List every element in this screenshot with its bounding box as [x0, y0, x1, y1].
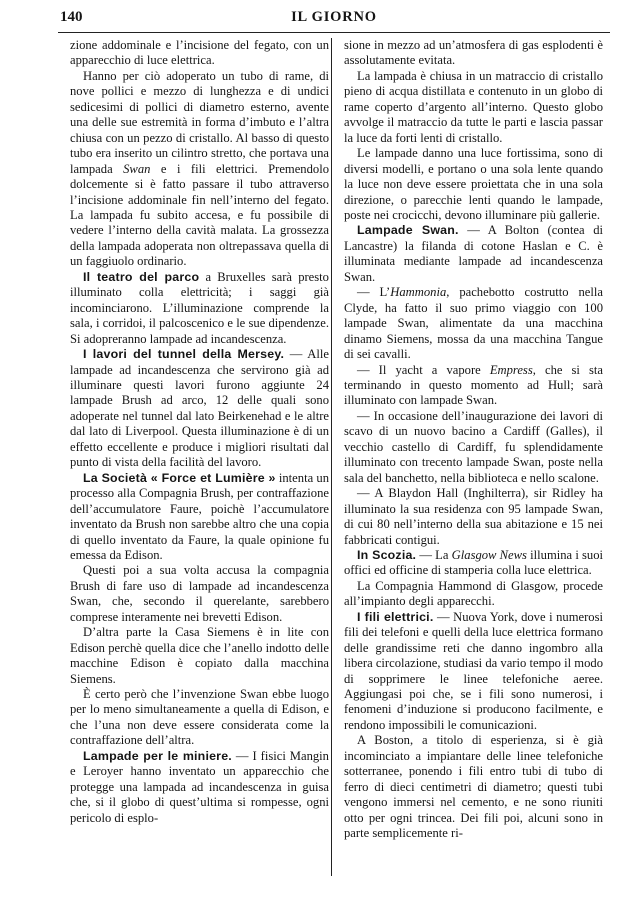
- paragraph: [344, 610, 603, 734]
- paragraph: [344, 486, 603, 548]
- paragraph-text: La Compagnia Hammond di Glasgow, procede all’impianto degli apparecchi.: [344, 578, 603, 609]
- right-column: [344, 38, 603, 842]
- paragraph-text: zione addominale e l’incisione del fegato, con un apparecchio di luce elettrica.: [70, 38, 329, 68]
- paragraph: [70, 625, 329, 687]
- paragraph-text: — In occasione dell’inaugurazione dei lavori di scavo di un nuovo bacino a Cardiff (Galles), il vecchio castello di Cardiff, fu splendidamente illuminato con trecento lampade Swan, poste nella sala del banchetto, nella biblioteca e nello scalone.: [344, 408, 603, 485]
- section-heading: La Società « Force et Lumière »: [83, 470, 276, 485]
- paragraph-text: e i fili elettrici. Premendolo dolcemente si è fatto passare il tubo attraverso l’incisione addominale fin nell’interno del fegato. La lampada fu subito accesa, e fu possibile di vedere l’interno della cavità malata. La grossezza della lampada adoperata non oltrepassava quella di un faggiuolo ordinario.: [70, 161, 329, 269]
- paragraph: [70, 69, 329, 270]
- paragraph-text: — L’: [357, 285, 391, 300]
- italic-name: Empress: [489, 362, 533, 377]
- paragraph-text: — Nuova York, dove i numerosi fili dei telefoni e quelli della luce elettrica formano delle grandissime reti che danno ingombro alla libera circolazione, studiasi da vario tempo il modo di sopprimere le linee telefoniche aeree. Aggiungasi poi che, se i fili sono numerosi, i fenomeni d’induzione si producono facilmente, e rendono impossibili le comunicazioni.: [344, 609, 603, 732]
- running-header: [60, 5, 608, 29]
- journal-title: IL GIORNO: [291, 9, 377, 25]
- paragraph: [344, 146, 603, 223]
- paragraph-text: illumina i suoi offici ed officine di stamperia colla luce elettrica.: [344, 547, 604, 578]
- paragraph: [344, 733, 603, 841]
- left-column: [70, 38, 329, 826]
- paragraph-text: sione in mezzo ad un’atmosfera di gas esplodenti è assolutamente evitata.: [344, 38, 603, 68]
- paragraph-text: È certo però che l’invenzione Swan ebbe luogo per lo meno simultaneamente a quella di Edison, e che l’una non deve essere considerata come la contraffazione dell’altra.: [70, 687, 329, 748]
- paragraph-text: — La: [416, 547, 452, 562]
- paragraph: [344, 363, 603, 409]
- section-heading: I lavori del tunnel della Mersey.: [83, 347, 285, 362]
- paragraph-text: , che si sta terminando in questo momento ad Hull; sarà illuminato con lampade Swan.: [344, 362, 604, 408]
- paragraph-text: — Alle lampade ad incandescenza che servirono già ad illuminare questi lavori furono aggiunte 24 lampade Brush ad arco, 12 delle quali sono adoperate nel tunnel dal lato Beirkenehad e le altre dal lato di Liverpool. Questa illuminazione è di un effetto eccellente e produce i migliori risultati dal punto di vista della facilità del lavoro.: [70, 347, 329, 470]
- paragraph: [344, 548, 603, 579]
- paragraph-text: Questi poi a sua volta accusa la compagnia Brush di fare uso di lampade ad incandescenza Swan, che, secondo il querelante, sarebbero comprese interamente nei brevetti Edison.: [70, 563, 329, 624]
- paragraph: [344, 285, 603, 362]
- italic-name: Glasgow News: [451, 547, 527, 562]
- paragraph: [70, 38, 329, 69]
- section-heading: In Scozia.: [357, 547, 417, 562]
- paragraph: [70, 563, 329, 625]
- paragraph-text: — Il yacht a vapore: [357, 362, 490, 377]
- italic-name: Swan: [123, 161, 151, 176]
- paragraph-text: — I fisici Mangin e Leroyer hanno inventato un apparecchio che protegge una lampada ad incandescenza in guisa che, si il globo di quest’ultima si rompesse, ogni pericolo di esplo-: [70, 748, 329, 825]
- paragraph-text: intenta un processo alla Compagnia Brush, per contraffazione dell’accumulatore Faure, poichè l’accumulatore inventato da Brush non sarebbe altro che una copia di quello inventato da Faure, la quale opinione fu emessa da Edison.: [70, 470, 329, 562]
- paragraph: [70, 347, 329, 471]
- paragraph-text: Hanno per ciò adoperato un tubo di rame, di nove pollici e mezzo di lunghezza e di undici sedicesimi di pollici di diametro esterno, avente una delle sue estremità in forma d’imbuto e l’altra chiusa con un pezzo di cristallo. Al basso di questo tubo era inserito un cilintro stretto, che portava una lampada: [70, 68, 329, 176]
- paragraph: [70, 749, 329, 826]
- paragraph: [344, 409, 603, 486]
- paragraph: [70, 471, 329, 564]
- italic-name: Hammonia: [390, 285, 447, 300]
- paragraph-text: La lampada è chiusa in un matraccio di cristallo pieno di acqua distillata e contenuto in un globo di rame coperto d’argento all’interno. Questo globo avvolge il matraccio da tutte le parti e lascia passar la luce da forti lenti di cristallo.: [344, 68, 603, 145]
- page-number: 140: [60, 9, 83, 25]
- paragraph: [344, 579, 603, 610]
- section-heading: Il teatro del parco: [83, 269, 200, 284]
- paragraph-text: , pachebotto costrutto nella Clyde, ha fatto il suo primo viaggio con 100 lampade Swan, alimentate da una macchina dinamo Siemens, mossa da una macchina Tangue di sei cavalli.: [344, 285, 603, 362]
- section-heading: Lampade per le miniere.: [83, 748, 232, 763]
- section-heading: I fili elettrici.: [357, 609, 434, 624]
- section-heading: Lampade Swan.: [357, 223, 459, 238]
- paragraph-text: Le lampade danno una luce fortissima, sono di diversi modelli, e portano o una sola lente quando la luce non deve essere proiettata che in una sola direzione, o parecchie lenti quando le lampade, poste nei crocicchi, devono illuminare più gallerie.: [344, 146, 603, 222]
- paragraph-text: — A Bolton (contea di Lancastre) la filanda di cotone Haslan e C. è illuminata mediante lampade ad incandescenza Swan.: [344, 223, 603, 284]
- paragraph-text: a Bruxelles sarà presto illuminato colla elettricità; i saggi già incominciarono. L’illuminazione comprende la sala, i corridoi, il palcoscenico e le sue dipendenze. Si adopreranno lampade ad incandescenza.: [70, 269, 329, 346]
- paragraph-text: A Boston, a titolo di esperienza, si è già incominciato a impiantare delle linee telefoniche sotterranee, ponendo i fili entro tubi di tubo di ferro di dieci centimetri di diametro; questi tubi vengono immersi nel cemento, e ne sono riuniti otto per ogni trincea. Dei fili poi, alcuni sono in parte semplicemente ri-: [344, 733, 603, 841]
- paragraph: [344, 223, 603, 285]
- paragraph: [344, 69, 603, 146]
- paragraph-text: D’altra parte la Casa Siemens è in lite con Edison perchè quella dice che l’anello indotto delle macchine Edison è copiato dalla macchina Siemens.: [70, 625, 329, 686]
- header-rule: [58, 32, 610, 33]
- paragraph: [70, 687, 329, 749]
- column-divider: [331, 38, 332, 876]
- paragraph: [70, 270, 329, 347]
- paragraph-text: — A Blaydon Hall (Inghilterra), sir Ridley ha illuminato la sua residenza con 95 lampade Swan, di cui 80 nell’interno della sua abitazione e 15 nei fabbricati contigui.: [344, 486, 603, 547]
- paragraph: [344, 38, 603, 69]
